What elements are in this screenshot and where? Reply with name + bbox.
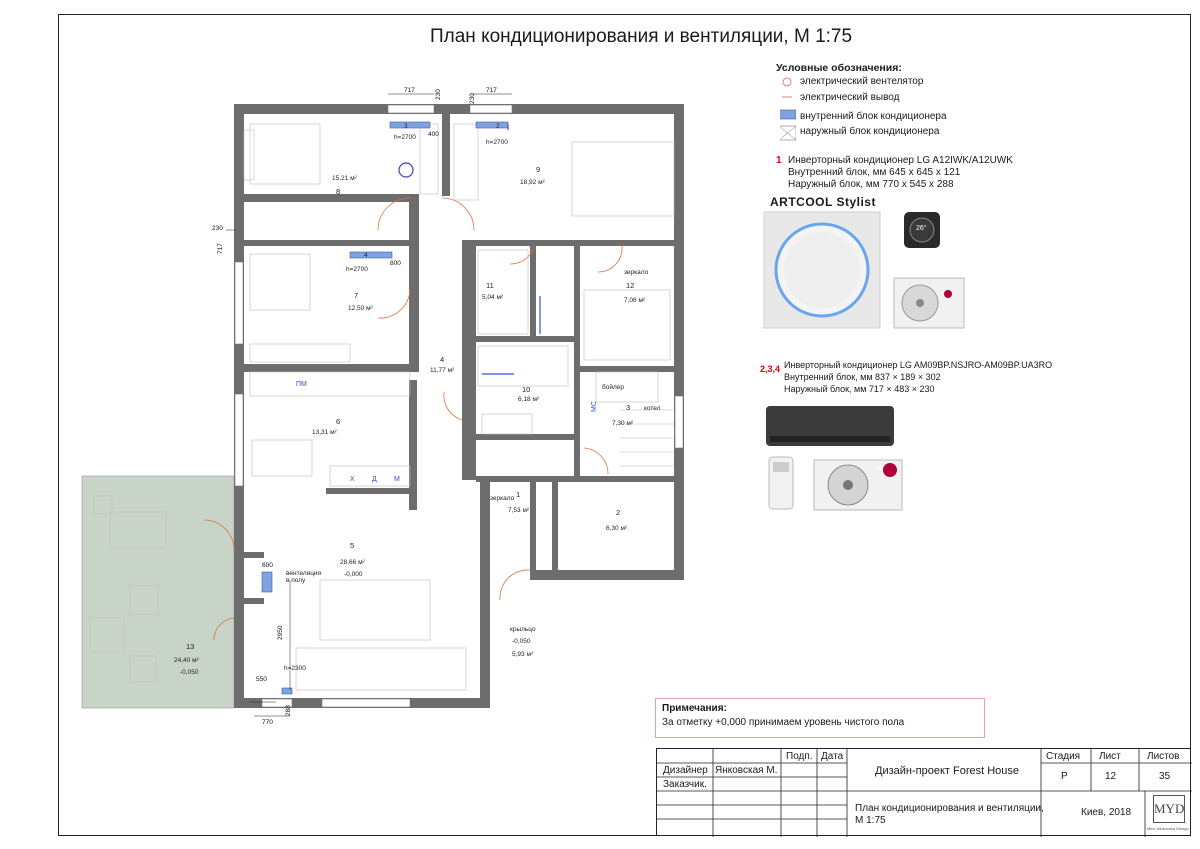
title-block-grid (657, 749, 1192, 837)
vent-label-2: в полу (286, 577, 306, 584)
sheets-label: Листов (1147, 751, 1180, 762)
notes-text: За отметку +0,000 принимаем уровень чистого пола (662, 717, 905, 728)
dim-800: 800 (390, 260, 401, 267)
page-title: План кондиционирования и вентиляции, М 1:75 (430, 26, 853, 47)
legend-item-indoor-unit: внутренний блок кондиционера (800, 111, 947, 122)
dim-400: 400 (428, 131, 439, 138)
room-12-number: 12 (626, 281, 635, 290)
podp-label: Подп. (786, 751, 813, 762)
sheet-label: Лист (1099, 751, 1121, 762)
artcool-brand: ARTCOOL Stylist (770, 195, 876, 209)
vent-label: вентеляция (286, 570, 322, 577)
room-5-level: -0,000 (344, 571, 363, 578)
room-13-area: 24,40 м² (174, 657, 199, 664)
dim-600: 600 (262, 562, 273, 569)
room-1-area: 7,53 м² (508, 507, 530, 514)
room-6-number: 6 (336, 417, 341, 426)
porch-label: крыльцо (510, 626, 536, 633)
project-name: Дизайн-проект Forest House (875, 765, 1020, 777)
dim-230-b: 230 (469, 93, 476, 104)
dim-717-a: 717 (404, 87, 415, 94)
designer-name: Янковская М. (715, 765, 778, 776)
spec-2-line3: Наружный блок, мм 717 × 483 × 230 (784, 384, 935, 394)
spec-2-line2: Внутренний блок, мм 837 × 189 × 302 (784, 372, 941, 382)
room-3-area: 7,30 м² (612, 420, 634, 427)
room-3-number: 3 (626, 403, 631, 412)
room-8-area: 15,21 м² (332, 175, 357, 182)
dim-288: 288 (285, 705, 292, 716)
dim-550: 550 (256, 676, 267, 683)
date-label: Дата (821, 751, 844, 762)
room-2-number: 2 (616, 508, 621, 517)
unit-4-label: 4 (364, 252, 368, 259)
boiler-label: бойлер (602, 384, 624, 391)
legend-item-outdoor-unit: наружный блок кондиционера (800, 126, 940, 137)
walls (234, 104, 684, 708)
room-10-area: 6,18 м² (518, 396, 540, 403)
room-11-area: 5,04 м² (482, 294, 504, 301)
remote-image (766, 455, 796, 511)
height-label-5: h=2300 (284, 665, 306, 672)
wall-unit-image (764, 402, 898, 450)
room-10-number: 10 (522, 385, 531, 394)
sheet-value: 12 (1105, 771, 1117, 782)
fan-icon (783, 78, 791, 86)
dim-2950: 2950 (277, 625, 284, 640)
notes-box (655, 698, 985, 738)
stage-value: Р (1061, 771, 1068, 782)
room-8-number: 8 (336, 187, 341, 196)
room-7-number: 7 (354, 291, 359, 300)
height-label-7: h=2700 (346, 266, 368, 273)
city-year: Киев, 2018 (1081, 807, 1132, 818)
porch-level: -0,050 (512, 638, 531, 645)
stage-label: Стадия (1046, 751, 1081, 762)
indoor-unit-icon (780, 110, 796, 119)
mirror-label-12: зеркало (624, 269, 649, 276)
spec-1-line1: Инверторный кондиционер LG A12IWK/A12UWK (788, 155, 1013, 166)
stairs (620, 410, 674, 466)
artcool-outdoor-unit-image (892, 274, 968, 332)
unit-3-label: 3 (404, 123, 408, 130)
spec-1-line3: Наружный блок, мм 770 х 545 х 288 (788, 179, 954, 190)
outdoor-unit-image-2 (812, 456, 906, 512)
artcool-indoor-unit-image (762, 210, 892, 330)
title-block (656, 748, 1191, 836)
kotel-label: котел (644, 405, 661, 412)
client-label: Заказчик. (663, 779, 707, 790)
designer-logo-caption: Mira Yankovska Design (1147, 826, 1189, 831)
room-13-level: -0,050 (180, 669, 199, 676)
drawing-title-line2: М 1:75 (855, 815, 886, 826)
sheets-value: 35 (1159, 771, 1171, 782)
unit-2-label: 2 (496, 123, 500, 130)
legend (776, 62, 947, 137)
m-label: М (394, 476, 400, 483)
spec-1-line2: Внутренний блок, мм 645 х 645 х 121 (788, 167, 961, 178)
legend-header: Условные обозначения: (776, 62, 902, 74)
notes-header: Примечания: (662, 703, 727, 714)
height-label-9: h=2700 (486, 139, 508, 146)
d-label: Д (372, 476, 377, 483)
mirror-label-1: зеркало (490, 495, 515, 502)
room-4-area: 11,77 м² (430, 367, 455, 374)
room-7-area: 12,50 м² (348, 305, 373, 312)
thermostat-value: 26° (916, 225, 927, 232)
dim-717-b: 717 (486, 87, 497, 94)
dim-770: 770 (262, 719, 273, 726)
room-6-area: 13,31 м² (312, 429, 337, 436)
room-13-number: 13 (186, 642, 195, 651)
room-9-area: 18,92 м² (520, 179, 545, 186)
ms-label: МС (591, 401, 598, 412)
pm-label: ПМ (296, 381, 307, 388)
room-9-number: 9 (536, 165, 541, 174)
room-11-number: 11 (486, 281, 494, 290)
room-2-area: 6,30 м² (606, 525, 628, 532)
room-5-number: 5 (350, 541, 355, 550)
designer-label: Дизайнер (663, 765, 708, 776)
legend-item-fan: электрический вентелятор (800, 76, 924, 87)
legend-icons (780, 76, 796, 146)
spec-1-number: 1 (776, 155, 782, 166)
spec-2-number: 2,3,4 (760, 364, 781, 374)
drawing-title-line1: План кондиционирования и вентиляции, (855, 803, 1044, 814)
spec-1 (776, 155, 1013, 190)
room-12-area: 7,06 м² (624, 297, 646, 304)
dim-230-c: 230 (212, 225, 223, 232)
dim-230-a: 230 (435, 89, 442, 100)
lg-logo: LG (875, 466, 882, 472)
porch-area: 5,93 м² (512, 651, 534, 658)
room-4-number: 4 (440, 355, 445, 364)
fan-icon (399, 163, 413, 177)
height-label-8: h=2700 (394, 134, 416, 141)
spec-2-line1: Инверторный кондиционер LG AM09BP.NSJRO-AM09BP.UA3RO (784, 360, 1053, 370)
room-1-number: 1 (516, 490, 521, 499)
designer-logo: MYD (1153, 795, 1185, 823)
room-5-area: 28,66 м² (340, 559, 365, 566)
legend-item-outlet: электрический вывод (800, 92, 900, 103)
fridge-label: Х (350, 476, 355, 483)
dim-717-c: 717 (217, 243, 224, 254)
